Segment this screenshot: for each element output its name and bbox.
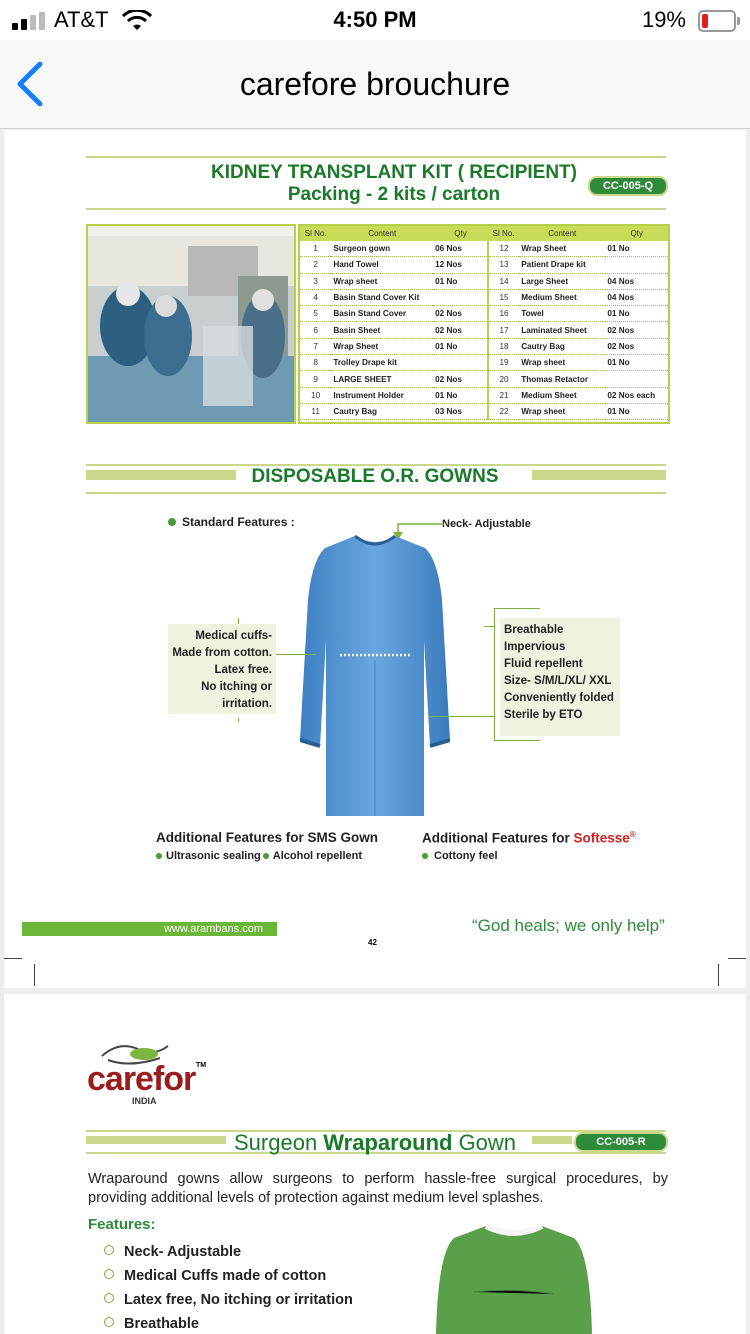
row-content: Laminated Sheet: [519, 322, 605, 338]
callout-line: Made from cotton.: [172, 647, 272, 659]
row-sl-no: 6: [300, 322, 331, 338]
row-content: Medium Sheet: [519, 289, 605, 305]
row-sl-no: 14: [488, 273, 519, 289]
row-content: Trolley Drape kit: [331, 355, 433, 371]
kit-contents-table: [298, 224, 670, 424]
row-sl-no: 19: [488, 355, 519, 371]
row-qty: 01 No: [433, 273, 488, 289]
row-sl-no: 20: [488, 371, 519, 387]
row-qty: 01 No: [605, 355, 668, 371]
carrier-name: AT&T: [54, 7, 109, 32]
header-sl-no: Sl No.: [488, 226, 519, 241]
wrap-code-badge: CC-005-R: [574, 1132, 668, 1152]
row-content: Basin Stand Cover: [331, 306, 433, 322]
header-qty: Qty: [433, 226, 488, 241]
row-content: LARGE SHEET: [331, 371, 433, 387]
kit-table-row: [300, 403, 668, 419]
row-sl-no: 16: [488, 306, 519, 322]
row-sl-no: 11: [300, 403, 331, 419]
row-content: Basin Stand Cover Kit: [331, 289, 433, 305]
row-qty: 01 No: [605, 403, 668, 419]
navigation-bar: [0, 40, 750, 129]
softesse-features-title: Additional Features for Softesse®: [422, 830, 636, 846]
row-content: Patient Drape kit: [519, 257, 605, 273]
header-sl-no: Sl No.: [300, 226, 331, 241]
row-content: Wrap sheet: [519, 355, 605, 371]
row-qty: 04 Nos: [605, 289, 668, 305]
callout-line: Fluid repellent: [504, 658, 583, 670]
row-content: Surgeon gown: [331, 241, 433, 257]
row-sl-no: 7: [300, 338, 331, 354]
gowns-section-title: DISPOSABLE O.R. GOWNS: [251, 466, 499, 487]
neck-label: Neck- Adjustable: [442, 518, 531, 530]
row-sl-no: 5: [300, 306, 331, 322]
kit-table-row: [300, 306, 668, 322]
row-qty: [605, 371, 668, 387]
kit-table-row: [300, 273, 668, 289]
row-qty: 12 Nos: [433, 257, 488, 273]
row-content: Large Sheet: [519, 273, 605, 289]
row-qty: [433, 355, 488, 371]
sms-features-title: Additional Features for SMS Gown: [156, 830, 379, 845]
kit-title: [194, 162, 594, 206]
wraparound-description: Wraparound gowns allow surgeons to perform hassle-free surgical procedures, by providing additional levels of protection against medium level splashes.: [88, 1171, 668, 1206]
row-sl-no: 12: [488, 241, 519, 257]
kit-table-row: [300, 289, 668, 305]
row-sl-no: 18: [488, 338, 519, 354]
header-content: Content: [331, 226, 433, 241]
callout-line: Medical cuffs-: [195, 630, 272, 642]
callout-line: No itching or: [201, 681, 272, 693]
callout-line: Latex free.: [214, 664, 272, 676]
row-qty: 03 Nos: [433, 403, 488, 419]
row-qty: [433, 289, 488, 305]
row-sl-no: 2: [300, 257, 331, 273]
row-sl-no: 13: [488, 257, 519, 273]
header-qty: Qty: [605, 226, 668, 241]
sms-features-list: Ultrasonic sealing Alcohol repellent: [156, 850, 362, 862]
row-qty: 01 No: [605, 306, 668, 322]
row-sl-no: 1: [300, 241, 331, 257]
row-qty: [605, 257, 668, 273]
row-content: Cautry Bag: [519, 338, 605, 354]
row-qty: 01 No: [605, 241, 668, 257]
callout-line: Conveniently folded: [504, 692, 614, 704]
kit-table-row: [300, 371, 668, 387]
kit-table-row: [300, 355, 668, 371]
row-content: Towel: [519, 306, 605, 322]
row-content: Instrument Holder: [331, 387, 433, 403]
kit-title-line1: KIDNEY TRANSPLANT KIT ( RECIPIENT): [211, 162, 577, 183]
battery-percent: 19%: [641, 7, 686, 32]
row-sl-no: 22: [488, 403, 519, 419]
row-content: Wrap sheet: [331, 273, 433, 289]
row-qty: 04 Nos: [605, 273, 668, 289]
left-features-callout: [168, 624, 276, 714]
row-content: Hand Towel: [331, 257, 433, 273]
row-sl-no: 15: [488, 289, 519, 305]
row-content: Cautry Bag: [331, 403, 433, 419]
row-qty: 02 Nos: [433, 371, 488, 387]
gown-illustration: [300, 530, 450, 816]
website-link[interactable]: www.arambans.com: [22, 922, 277, 936]
kit-title-line2: Packing - 2 kits / carton: [287, 184, 501, 205]
tagline: “God heals; we only help”: [472, 916, 665, 935]
row-qty: 01 No: [433, 387, 488, 403]
row-qty: 02 Nos: [433, 306, 488, 322]
row-sl-no: 3: [300, 273, 331, 289]
kit-table-row: [300, 387, 668, 403]
kit-table-row: [300, 257, 668, 273]
row-qty: 06 Nos: [433, 241, 488, 257]
kit-table-row: [300, 338, 668, 354]
row-content: Thomas Retactor: [519, 371, 605, 387]
carefor-logo: carefor: [87, 1060, 196, 1098]
row-sl-no: 21: [488, 387, 519, 403]
status-bar: [0, 0, 750, 40]
logo-subtext: INDIA: [132, 1096, 157, 1106]
row-sl-no: 8: [300, 355, 331, 371]
row-qty: 02 Nos each: [605, 387, 668, 403]
row-qty: 02 Nos: [433, 322, 488, 338]
callout-line: Size- S/M/L/XL/ XXL: [504, 675, 612, 687]
document-page-42[interactable]: [4, 130, 746, 988]
row-qty: 02 Nos: [605, 322, 668, 338]
clock: 4:50 PM: [333, 7, 417, 32]
row-qty: 01 No: [433, 338, 488, 354]
wraparound-gown-title: Surgeon Wraparound Gown: [234, 1130, 517, 1155]
header-content: Content: [519, 226, 605, 241]
surgery-photo: [86, 224, 296, 424]
row-qty: 02 Nos: [605, 338, 668, 354]
page-number: 42: [368, 938, 377, 947]
feature-item: Neck- Adjustable: [104, 1244, 241, 1260]
feature-item: Breathable: [104, 1316, 199, 1332]
callout-line: Sterile by ETO: [504, 709, 583, 721]
callout-line: Breathable: [504, 624, 564, 636]
kit-code-badge: CC-005-Q: [588, 176, 668, 196]
callout-line: irritation.: [222, 698, 272, 710]
features-heading: Features:: [88, 1216, 156, 1233]
row-content: Wrap sheet: [519, 403, 605, 419]
battery-icon: [698, 10, 736, 32]
kit-table-row: [300, 241, 668, 257]
document-page-43[interactable]: [4, 994, 746, 1334]
standard-features-label: Standard Features :: [168, 515, 295, 529]
row-content: Wrap Sheet: [331, 338, 433, 354]
green-gown-illustration: [434, 1222, 594, 1334]
row-sl-no: 10: [300, 387, 331, 403]
logo-trademark: TM: [196, 1062, 207, 1069]
row-content: Wrap Sheet: [519, 241, 605, 257]
row-content: Basin Sheet: [331, 322, 433, 338]
row-sl-no: 4: [300, 289, 331, 305]
row-sl-no: 17: [488, 322, 519, 338]
callout-line: Impervious: [504, 641, 566, 653]
page-title: carefore brouchure: [239, 66, 511, 102]
softesse-features-list: Cottony feel: [422, 850, 498, 862]
feature-item: Latex free, No itching or irritation: [104, 1292, 353, 1308]
kit-table-row: [300, 322, 668, 338]
feature-item: Medical Cuffs made of cotton: [104, 1268, 326, 1284]
row-sl-no: 9: [300, 371, 331, 387]
right-features-callout: [500, 618, 620, 736]
row-content: Medium Sheet: [519, 387, 605, 403]
